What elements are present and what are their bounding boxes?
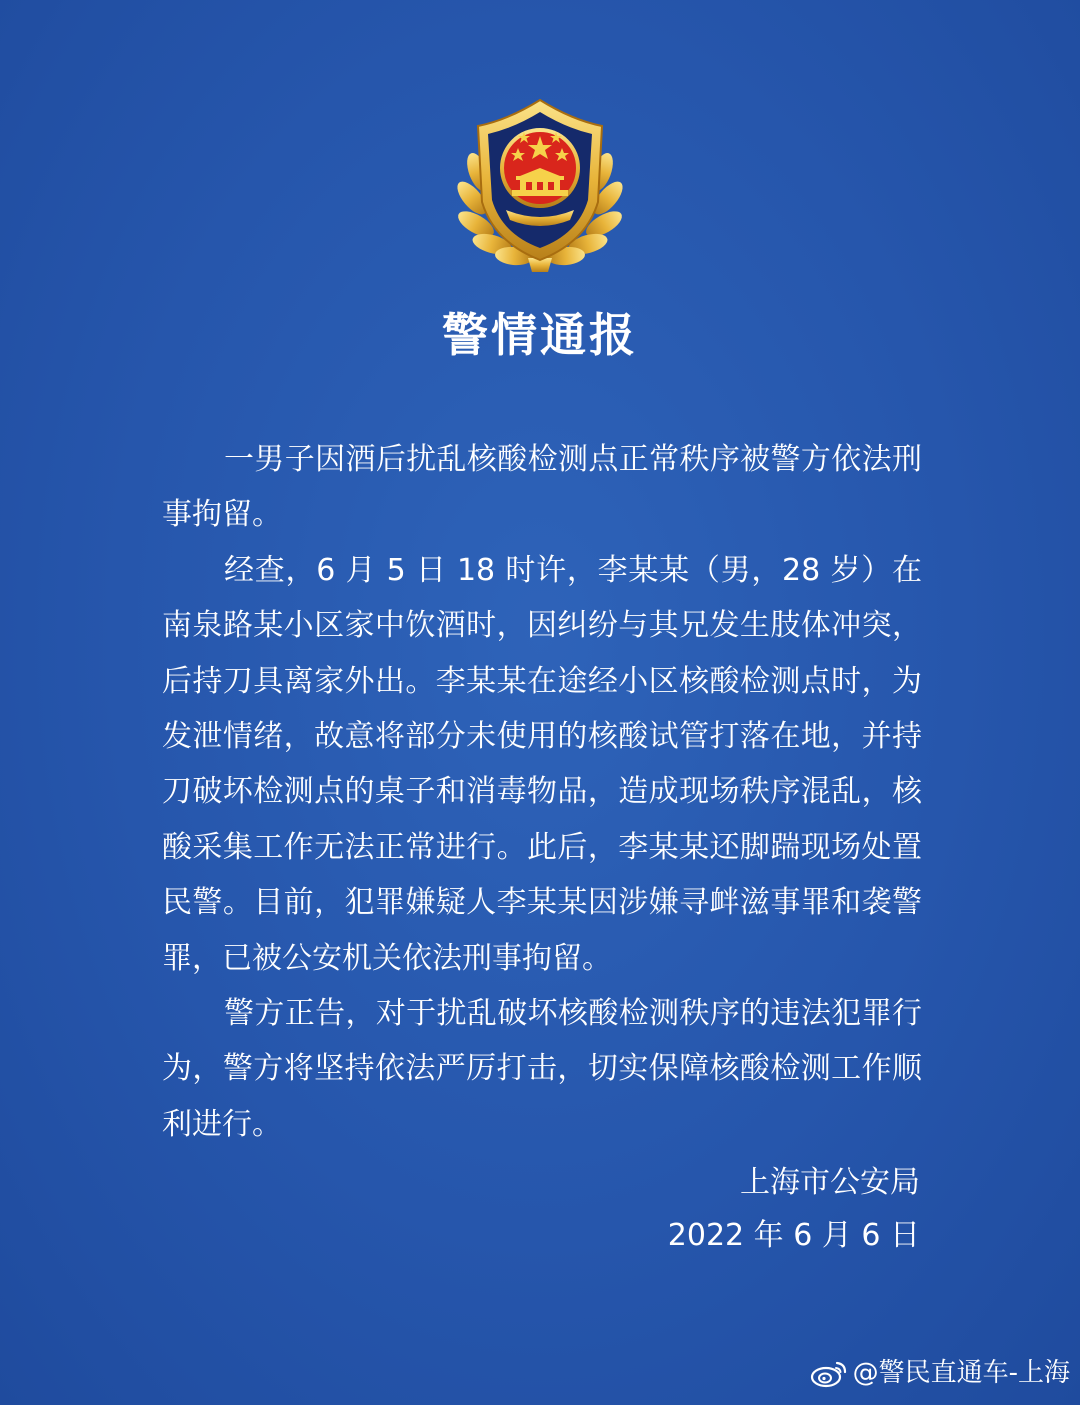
announcement-body (162, 432, 922, 1152)
paragraph-details: 经查，6 月 5 日 18 时许，李某某（男，28 岁）在南泉路某小区家中饮酒时，因纠纷与其兄发生肢体冲突，后持刀具离家外出。李某某在途经小区核酸检测点时，为发泄情绪，故意将部分未使用的核酸试管打落在地，并持刀破坏检测点的桌子和消毒物品，造成现场秩序混乱，核酸采集工作无法正常进行。此后，李某某还脚踹现场处置民警。目前，犯罪嫌疑人李某某因涉嫌寻衅滋事罪和袭警罪，已被公安机关依法刑事拘留。 (162, 552, 922, 976)
weibo-icon (809, 1357, 849, 1389)
issue-date: 2022 年 6 月 6 日 (667, 1218, 920, 1253)
issuing-agency: 上海市公安局 (740, 1165, 920, 1200)
weibo-watermark (809, 1355, 1070, 1391)
page-title: 警情通报 (442, 308, 638, 362)
police-emblem-icon (448, 92, 632, 276)
weibo-handle: @警民直通车-上海 (852, 1358, 1070, 1388)
signature-block (668, 1156, 920, 1262)
paragraph-warning: 警方正告，对于扰乱破坏核酸检测秩序的违法犯罪行为，警方将坚持依法严厉打击，切实保障核酸检测工作顺利进行。 (162, 996, 922, 1142)
paragraph-summary: 一男子因酒后扰乱核酸检测点正常秩序被警方依法刑事拘留。 (162, 442, 922, 533)
